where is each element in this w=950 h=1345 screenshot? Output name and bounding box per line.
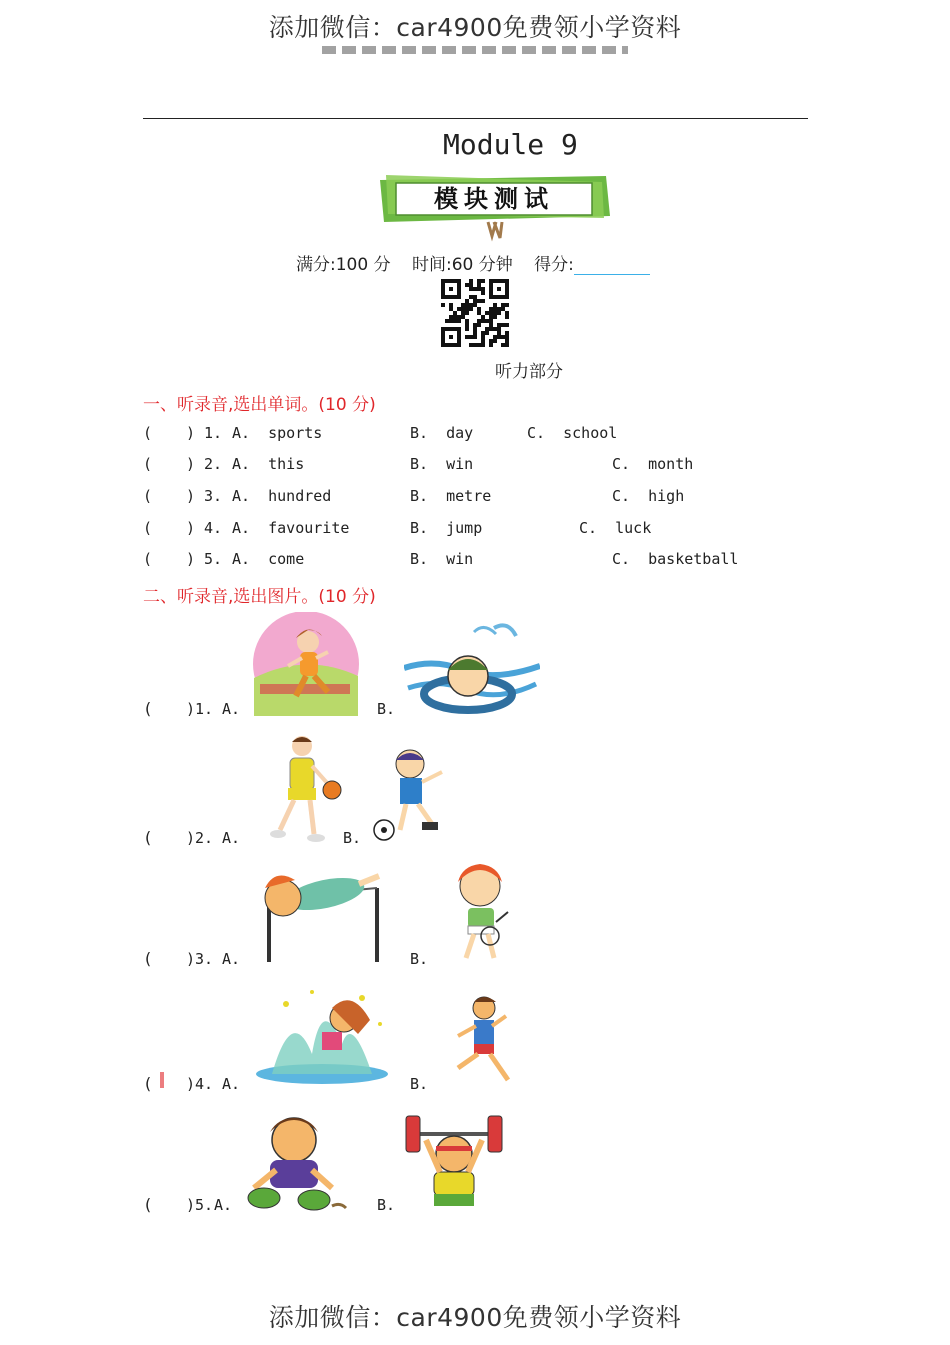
answer-paren-close: ) <box>186 455 196 473</box>
question-number: )2. <box>186 829 214 847</box>
girl-badminton-icon[interactable] <box>436 858 520 966</box>
option-a-label: A. <box>222 1075 241 1093</box>
answer-paren-close: ) <box>186 519 196 537</box>
option-b[interactable]: B. day <box>410 424 474 442</box>
cropped-text-line <box>322 46 628 54</box>
option-b[interactable]: B. jump <box>410 519 483 537</box>
option-c[interactable]: C. month <box>612 455 694 473</box>
module-title: Module 9 <box>443 128 578 161</box>
option-b-label: B. <box>377 700 396 718</box>
question-number: )5. <box>186 1196 214 1214</box>
listening-heading: 听力部分 <box>495 362 563 382</box>
option-a[interactable]: A. hundred <box>232 487 332 505</box>
girl-diving-icon[interactable] <box>252 984 392 1086</box>
option-c[interactable]: C. high <box>612 487 685 505</box>
option-b[interactable]: B. win <box>410 455 474 473</box>
score-label: 得分: <box>534 255 574 275</box>
score-info <box>296 250 666 275</box>
option-a[interactable]: A. favourite <box>232 519 350 537</box>
option-b[interactable]: B. win <box>410 550 474 568</box>
question-number: 2. <box>204 455 223 473</box>
option-c[interactable]: C. luck <box>579 519 652 537</box>
option-c[interactable]: C. basketball <box>612 550 739 568</box>
question-number: )1. <box>186 700 214 718</box>
red-mark <box>160 1072 164 1088</box>
option-a[interactable]: A. this <box>232 455 305 473</box>
option-b-label: B. <box>410 950 429 968</box>
option-a[interactable]: A. come <box>232 550 305 568</box>
answer-paren-close: ) <box>186 487 196 505</box>
badge-label: 模块测试 <box>434 185 554 213</box>
answer-paren-open[interactable]: ( <box>143 424 153 442</box>
girl-basketball-icon[interactable] <box>250 732 346 846</box>
boy-weightlifting-icon[interactable] <box>404 1110 504 1214</box>
option-a-label: A. <box>214 1196 233 1214</box>
option-b-label: B. <box>410 1075 429 1093</box>
answer-paren-open[interactable]: ( <box>143 487 153 505</box>
bottom-watermark: 添加微信：car4900免费领小学资料 <box>268 1303 682 1332</box>
answer-paren-open[interactable]: ( <box>143 455 153 473</box>
man-running-icon[interactable] <box>440 994 528 1090</box>
high-jump-icon[interactable] <box>255 858 385 966</box>
answer-paren[interactable]: ( <box>143 828 153 847</box>
answer-paren[interactable]: ( <box>143 699 153 718</box>
boy-football-icon[interactable] <box>370 744 460 844</box>
question-number: 3. <box>204 487 223 505</box>
full-marks: 满分:100 分 <box>296 255 391 275</box>
score-blank[interactable] <box>574 254 650 275</box>
option-b-label: B. <box>343 829 362 847</box>
question-number: 1. <box>204 424 223 442</box>
answer-paren[interactable]: ( <box>143 949 153 968</box>
option-a-label: A. <box>222 950 241 968</box>
answer-paren-close: ) <box>186 424 196 442</box>
test-badge <box>376 172 612 242</box>
answer-paren-open[interactable]: ( <box>143 519 153 537</box>
question-number: 4. <box>204 519 223 537</box>
option-a[interactable]: A. sports <box>232 424 323 442</box>
section1-heading: 一、听录音,选出单词。(10 分) <box>143 395 376 415</box>
section2-heading: 二、听录音,选出图片。(10 分) <box>143 587 376 607</box>
answer-paren-open[interactable]: ( <box>143 550 153 568</box>
option-b[interactable]: B. metre <box>410 487 492 505</box>
answer-paren[interactable]: ( <box>143 1195 153 1214</box>
option-c[interactable]: C. school <box>527 424 618 442</box>
qr-code-icon <box>441 279 509 347</box>
header-rule <box>143 118 808 119</box>
option-a-label: A. <box>222 700 241 718</box>
question-number: 5. <box>204 550 223 568</box>
question-number: )4. <box>186 1075 214 1093</box>
boy-tired-icon[interactable] <box>240 1110 350 1214</box>
top-watermark: 添加微信：car4900免费领小学资料 <box>268 13 682 42</box>
girl-running-icon[interactable] <box>250 612 362 716</box>
answer-paren[interactable]: ( <box>143 1074 153 1093</box>
answer-paren-close: ) <box>186 550 196 568</box>
option-b-label: B. <box>377 1196 396 1214</box>
boy-swimming-icon[interactable] <box>404 618 540 716</box>
question-number: )3. <box>186 950 214 968</box>
time-limit: 时间:60 分钟 <box>412 255 513 275</box>
option-a-label: A. <box>222 829 241 847</box>
